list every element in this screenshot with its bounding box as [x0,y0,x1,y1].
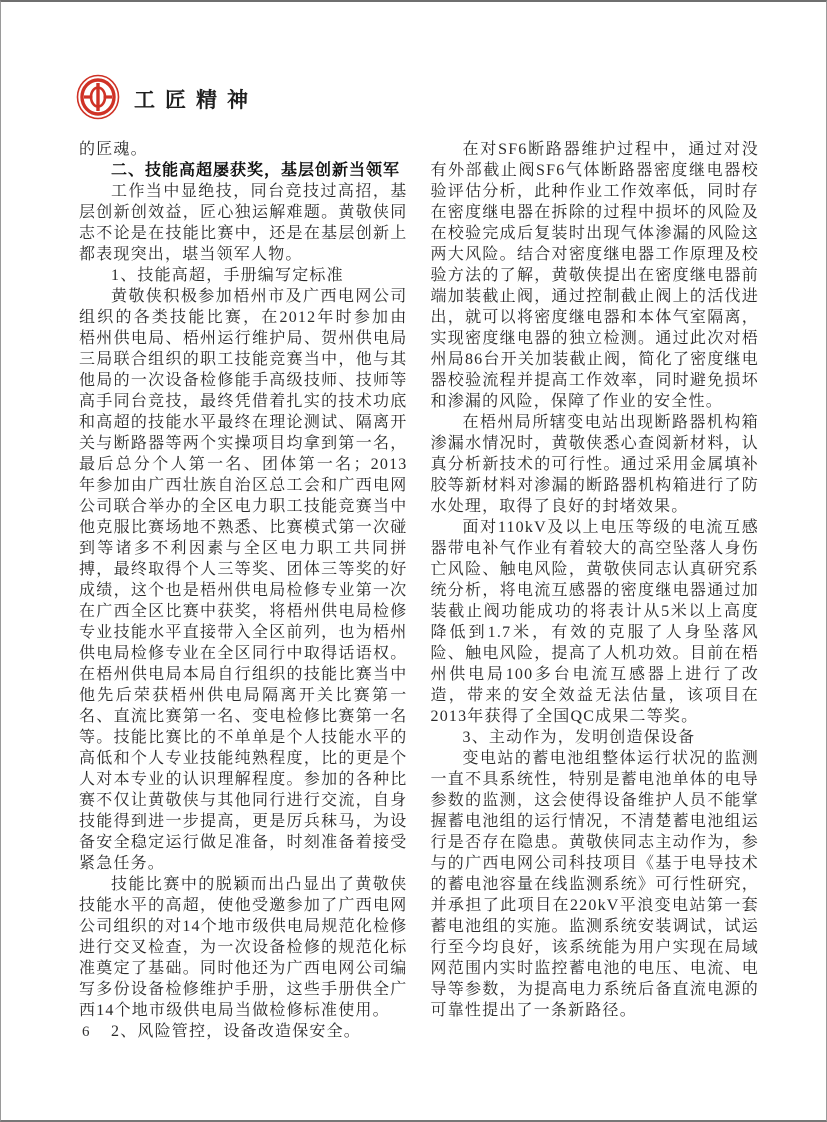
page-title: 工匠精神 [134,88,258,112]
paragraph: 工作当中显绝技，同台竞技过高招，基层创新创效益，匠心独运解难题。黄敬侠同志不论是在技能比赛中，还是在基层创新上都表现突出，堪当领军人物。 [79,183,408,263]
subsection-heading: 3、主动作为，发明创造保设备 [462,729,696,746]
left-column [79,139,408,1042]
subsection-heading: 2、风险管控，设备改造保安全。 [111,1023,362,1040]
article-body [79,139,759,1042]
paragraph: 在梧州局所辖变电站出现断路器机构箱渗漏水情况时，黄敬侠悉心查阅新材料，认真分析新技术的可行性。通过采用金属填补胶等新材料对渗漏的断路器机构箱进行了防水处理，取得了良好的封堵效果。 [430,414,759,515]
paragraph: 黄敬侠积极参加梧州市及广西电网公司组织的各类技能比赛，在2012年时参加由梧州供电局、梧州运行维护局、贺州供电局三局联合组织的职工技能竞赛当中，他与其他局的一次设备检修能手高级技师、技师等高手同台竞技，最终凭借着扎实的技术功底和高超的技能水平最终在理论测试、隔离开关与断路器等两个实操项目均拿到第一名，最后总分个人第一名、团体第一名；2013年参加由广西壮族自治区总工会和广西电网公司联合举办的全区电力职工技能竞赛当中他克服比赛场地不熟悉、比赛模式第一次碰到等诸多不利因素与全区电力职工共同拼搏，最终取得个人三等奖、团体三等奖的好成绩，这个也是梧州供电局检修专业第一次在广西全区比赛中获奖，将梧州供电局检修专业技能水平直接带入全区前列，也为梧州供电局检修专业在全区同行中取得话语权。在梧州供电局本局自行组织的技能比赛当中他先后荣获梧州供电局隔离开关比赛第一名、直流比赛第一名、变电检修比赛第一名等。技能比赛比的不单单是个人技能水平的高低和个人专业技能纯熟程度，比的更是个人对本专业的认识理解程度。参加的各种比赛不仅让黄敬侠与其他同行进行交流，自身技能得到进一步提高，更是厉兵秣马，为设备安全稳定运行做足准备，时刻准备着接受紧急任务。 [79,288,408,872]
paragraph-continuation: 的匠魂。 [79,141,148,158]
paragraph: 变电站的蓄电池组整体运行状况的监测一直不具系统性，特别是蓄电池单体的电导参数的监测，这会使得设备维护人员不能掌握蓄电池组的运行情况，不清楚蓄电池组运行是否存在隐患。黄敬侠同志主动作为，参与的广西电网公司科技项目《基于电导技术的蓄电池容量在线监测系统》可行性研究，并承担了此项目在220kV平浪变电站第一套蓄电池组的实施。监测系统安装调试，试运行至今均良好，该系统能为用户实现在局域网范围内实时监控蓄电池的电压、电流、电导等参数，为提高电力系统后备直流电源的可靠性提出了一条新路径。 [430,750,759,1019]
trade-union-logo-icon [76,74,120,120]
section-heading: 二、技能高超屡获奖，基层创新当领军 [111,162,401,179]
paragraph: 在对SF6断路器维护过程中，通过对没有外部截止阀SF6气体断路器密度继电器校验评估分析，此种作业工作效率低，同时存在密度继电器在拆除的过程中损坏的风险及在校验完成后复装时出现气体渗漏的风险这两大风险。结合对密度继电器工作原理及校验方法的了解，黄敬侠提出在密度继电器前端加装截止阀，通过控制截止阀上的活伐进出，就可以将密度继电器和本体气室隔离，实现密度继电器的独立检测。通过此次对梧州局86台开关加装截止阀，简化了密度继电器校验流程并提高工作效率，同时避免损坏和渗漏的风险，保障了作业的安全性。 [430,141,759,410]
page-number: 6 [82,1024,90,1040]
paragraph: 技能比赛中的脱颖而出凸显出了黄敬侠技能水平的高超，使他受邀参加了广西电网公司组织的对14个地市级供电局规范化检修进行交叉检查，为一次设备检修的规范化标准奠定了基础。同时他还为广西电网公司编写多份设备检修维护手册，这些手册供全广西14个地市级供电局当做检修标准使用。 [79,876,408,1019]
page-header [76,74,258,120]
right-column [431,139,760,1042]
subsection-heading: 1、技能高超，手册编写定标准 [111,267,344,284]
paragraph: 面对110kV及以上电压等级的电流互感器带电补气作业有着较大的高空坠落人身伤亡风险、触电风险，黄敬侠同志认真研究系统分析，将电流互感器的密度继电器通过加装截止阀功能成功的将表计从5米以上高度降低到1.7米，有效的克服了人身坠落风险、触电风险，提高了人机功效。目前在梧州供电局100多台电流互感器上进行了改造，带来的安全效益无法估量，该项目在2013年获得了全国QC成果二等奖。 [430,519,759,725]
